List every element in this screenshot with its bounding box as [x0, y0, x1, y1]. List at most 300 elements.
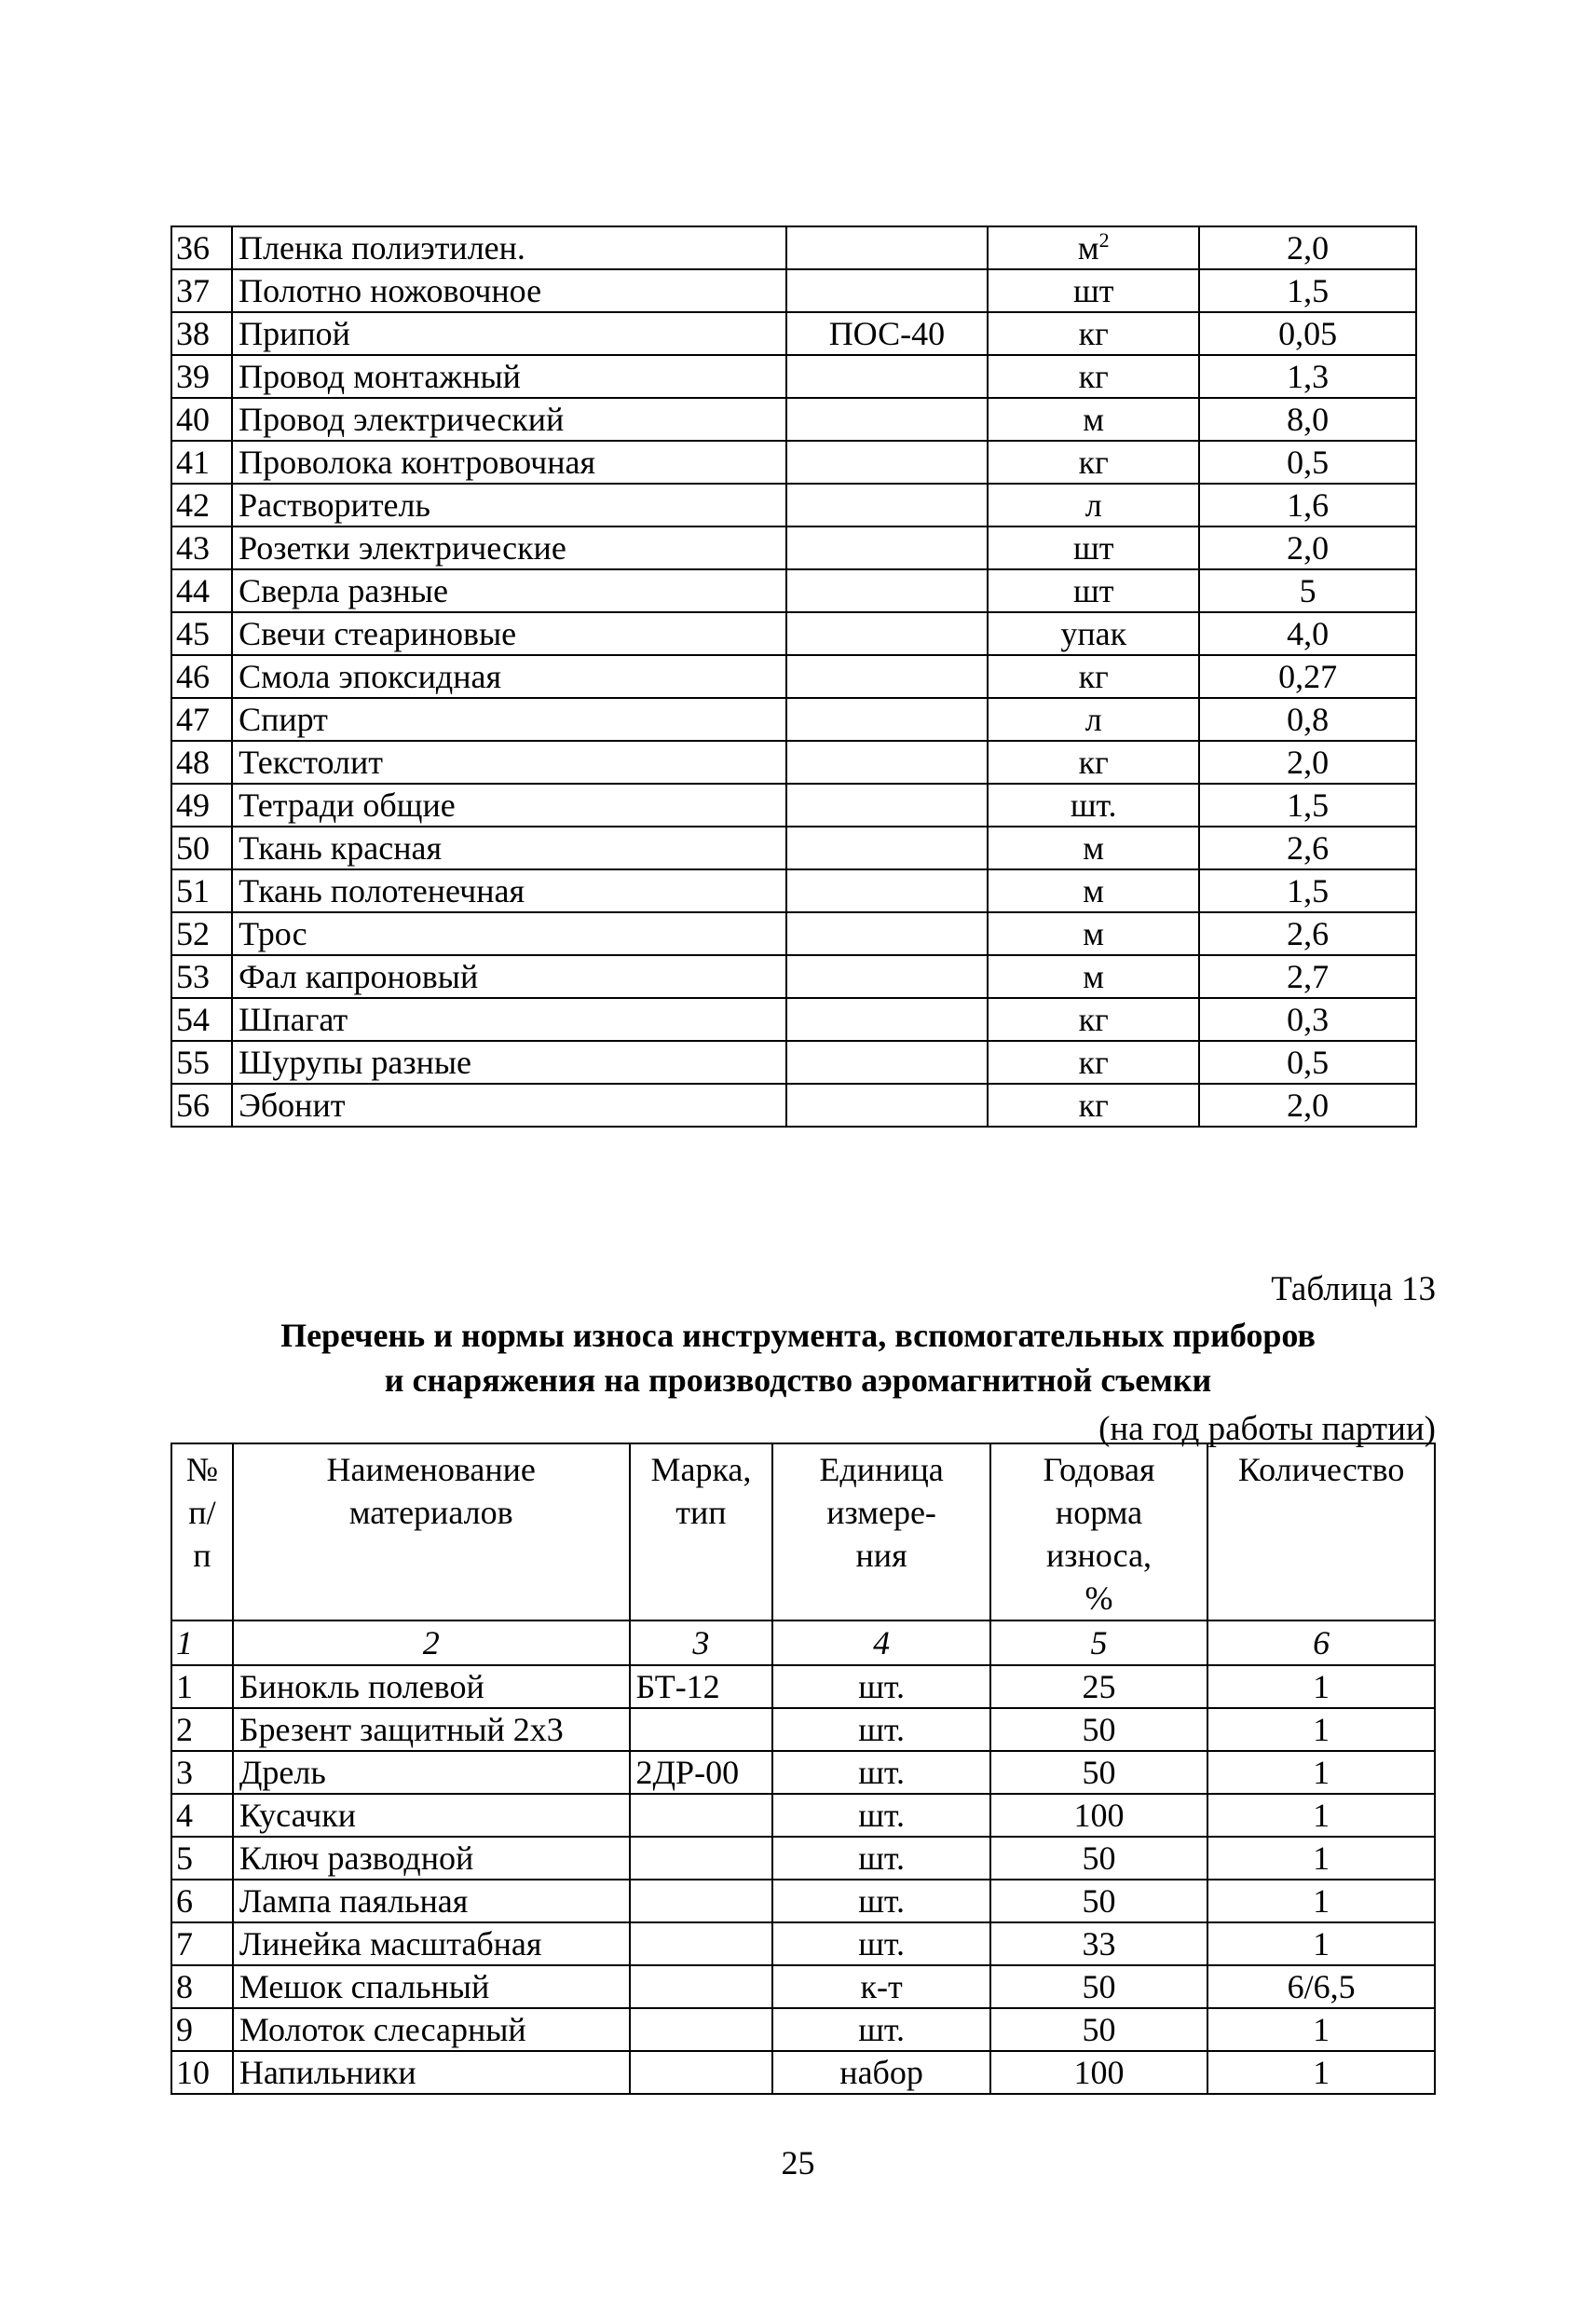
material-name-text: Свечи стеариновые — [239, 615, 517, 652]
material-unit-text: шт — [1072, 572, 1114, 609]
material-unit — [988, 312, 1199, 355]
page-number: 25 — [781, 2144, 815, 2181]
tool-unit: шт. — [772, 1708, 990, 1751]
header-num — [171, 1443, 233, 1620]
row-number: 5 — [171, 1837, 233, 1880]
material-quantity-text: 1,5 — [1287, 272, 1330, 309]
tool-unit: к-т — [772, 1965, 990, 2008]
material-unit — [988, 226, 1199, 269]
material-name — [232, 569, 786, 612]
material-unit-text: кг — [1078, 744, 1109, 781]
material-unit — [988, 827, 1199, 869]
material-quantity-text: 0,5 — [1287, 444, 1330, 481]
material-quantity — [1199, 655, 1416, 698]
material-name-text: Фал капроновый — [239, 958, 479, 995]
material-name-text: Пленка полиэтилен. — [239, 229, 525, 267]
tool-name: Напильники — [233, 2051, 630, 2094]
tool-unit: шт. — [772, 2008, 990, 2051]
material-unit-text: м — [1083, 401, 1105, 438]
table-row — [171, 784, 1416, 827]
material-quantity — [1199, 998, 1416, 1041]
row-number — [171, 741, 232, 784]
tool-quantity: 1 — [1207, 1708, 1435, 1751]
material-mark — [786, 269, 988, 312]
material-unit-text: м — [1077, 229, 1099, 267]
tool-mark — [630, 2051, 773, 2094]
material-quantity-text: 0,05 — [1278, 315, 1338, 352]
material-quantity-text: 5 — [1299, 572, 1316, 609]
material-quantity — [1199, 484, 1416, 526]
material-unit — [988, 612, 1199, 655]
material-name-text: Спирт — [239, 701, 328, 738]
header-unit — [772, 1443, 990, 1620]
header-row — [171, 1443, 1435, 1620]
table-title-line-1: Перечень и нормы износа инструмента, вспомогательных приборов — [280, 1317, 1316, 1354]
tool-wear-norm: 25 — [990, 1665, 1207, 1708]
row-number-text: 42 — [176, 486, 210, 524]
tool-wear-norm: 50 — [990, 1708, 1207, 1751]
material-unit — [988, 698, 1199, 741]
material-name-text: Растворитель — [239, 486, 430, 524]
materials-table-continued — [171, 226, 1417, 1128]
table-row — [171, 1965, 1435, 2008]
row-number — [171, 226, 232, 269]
material-unit-text: м — [1083, 829, 1105, 867]
material-mark — [786, 484, 988, 526]
material-unit-text: м — [1083, 915, 1105, 952]
material-mark — [786, 1041, 988, 1084]
tool-name: Бинокль полевой — [233, 1665, 630, 1708]
table-row — [171, 569, 1416, 612]
material-name — [232, 698, 786, 741]
tool-quantity: 1 — [1207, 1665, 1435, 1708]
row-number — [171, 398, 232, 441]
table-row — [171, 2008, 1435, 2051]
material-unit-text: шт. — [1070, 786, 1117, 824]
material-name — [232, 398, 786, 441]
material-unit — [988, 355, 1199, 398]
material-mark — [786, 912, 988, 955]
material-unit — [988, 655, 1199, 698]
material-unit — [988, 484, 1199, 526]
material-mark — [786, 226, 988, 269]
material-name-text: Провод монтажный — [239, 358, 521, 395]
material-unit-text: шт — [1072, 529, 1114, 567]
table-row — [171, 526, 1416, 569]
row-number: 3 — [171, 1751, 233, 1794]
row-number — [171, 484, 232, 526]
tool-name: Мешок спальный — [233, 1965, 630, 2008]
material-quantity-text: 4,0 — [1287, 615, 1330, 652]
material-name-text: Шурупы разные — [239, 1044, 472, 1081]
header-name-line: материалов — [348, 1494, 513, 1531]
material-name — [232, 612, 786, 655]
row-number-text: 43 — [176, 529, 210, 567]
material-unit — [988, 1084, 1199, 1127]
material-name — [232, 955, 786, 998]
row-number-text: 44 — [176, 572, 210, 609]
row-number-text: 54 — [176, 1001, 210, 1038]
material-mark — [786, 698, 988, 741]
row-number-text: 52 — [176, 915, 210, 952]
material-quantity-text: 0,27 — [1278, 658, 1338, 695]
header-norm-line: % — [1084, 1579, 1113, 1617]
row-number — [171, 355, 232, 398]
material-mark — [786, 1084, 988, 1127]
material-unit-text: м — [1083, 872, 1105, 909]
material-name-text: Припой — [239, 315, 350, 352]
material-quantity — [1199, 612, 1416, 655]
row-number — [171, 526, 232, 569]
material-unit — [988, 869, 1199, 912]
column-number: 5 — [990, 1620, 1207, 1665]
material-name-text: Смола эпоксидная — [239, 658, 502, 695]
table-row — [171, 1084, 1416, 1127]
material-name — [232, 1084, 786, 1127]
tool-mark: 2ДР-00 — [630, 1751, 773, 1794]
row-number — [171, 655, 232, 698]
header-norm — [990, 1443, 1207, 1620]
tool-quantity: 1 — [1207, 1922, 1435, 1965]
column-number: 6 — [1207, 1620, 1435, 1665]
header-num-line: п/ — [188, 1494, 216, 1531]
header-norm-line: норма — [1055, 1494, 1143, 1531]
material-quantity — [1199, 312, 1416, 355]
material-unit — [988, 998, 1199, 1041]
material-quantity — [1199, 1041, 1416, 1084]
material-unit-text: упак — [1060, 615, 1127, 652]
tool-wear-norm: 50 — [990, 1837, 1207, 1880]
tool-mark — [630, 1965, 773, 2008]
material-name-text: Ткань полотенечная — [239, 872, 525, 909]
table-row — [171, 912, 1416, 955]
material-mark — [786, 569, 988, 612]
material-unit-text: кг — [1078, 1001, 1109, 1038]
tool-mark: БТ-12 — [630, 1665, 773, 1708]
table-row — [171, 484, 1416, 526]
row-number — [171, 612, 232, 655]
material-name — [232, 484, 786, 526]
material-quantity — [1199, 398, 1416, 441]
tool-mark — [630, 1794, 773, 1837]
column-number: 1 — [171, 1620, 233, 1665]
row-number — [171, 955, 232, 998]
table-row — [171, 1665, 1435, 1708]
row-number — [171, 784, 232, 827]
header-num-line: п — [193, 1537, 211, 1574]
material-unit-text: кг — [1078, 358, 1109, 395]
material-unit-text: кг — [1078, 1044, 1109, 1081]
material-quantity — [1199, 355, 1416, 398]
row-number-text: 37 — [176, 272, 210, 309]
table-row — [171, 2051, 1435, 2094]
table-row — [171, 1794, 1435, 1837]
tool-wear-norm: 50 — [990, 1965, 1207, 2008]
tools-wear-table — [171, 1443, 1436, 2095]
tool-name: Дрель — [233, 1751, 630, 1794]
tool-quantity: 1 — [1207, 1880, 1435, 1922]
table-label: Таблица 13 — [1271, 1270, 1436, 1308]
material-unit — [988, 1041, 1199, 1084]
material-quantity-text: 2,0 — [1287, 529, 1330, 567]
material-name — [232, 269, 786, 312]
header-num-line: № — [185, 1451, 219, 1488]
row-number-text: 40 — [176, 401, 210, 438]
tool-name: Ключ разводной — [233, 1837, 630, 1880]
tool-unit: шт. — [772, 1751, 990, 1794]
tool-quantity: 6/6,5 — [1207, 1965, 1435, 2008]
tool-unit: шт. — [772, 1794, 990, 1837]
tools-wear-table-body — [171, 1443, 1435, 2094]
row-number-text: 53 — [176, 958, 210, 995]
header-mark — [630, 1443, 773, 1620]
materials-table-body — [171, 226, 1416, 1127]
material-unit — [988, 784, 1199, 827]
table-row — [171, 1880, 1435, 1922]
row-number: 8 — [171, 1965, 233, 2008]
table-row — [171, 226, 1416, 269]
material-quantity — [1199, 912, 1416, 955]
row-number-text: 51 — [176, 872, 210, 909]
material-name-text: Текстолит — [239, 744, 384, 781]
material-name — [232, 441, 786, 484]
row-number — [171, 441, 232, 484]
material-quantity-text: 2,6 — [1287, 915, 1330, 952]
material-name — [232, 526, 786, 569]
row-number-text: 55 — [176, 1044, 210, 1081]
material-name — [232, 1041, 786, 1084]
material-quantity — [1199, 827, 1416, 869]
material-name — [232, 869, 786, 912]
tool-quantity: 1 — [1207, 2008, 1435, 2051]
tool-unit: шт. — [772, 1922, 990, 1965]
material-unit — [988, 398, 1199, 441]
material-mark — [786, 441, 988, 484]
table-row — [171, 312, 1416, 355]
material-quantity — [1199, 784, 1416, 827]
material-unit — [988, 912, 1199, 955]
table-row — [171, 869, 1416, 912]
material-name-text: Ткань красная — [239, 829, 443, 867]
tool-quantity: 1 — [1207, 1794, 1435, 1837]
tool-mark — [630, 1922, 773, 1965]
material-quantity — [1199, 741, 1416, 784]
material-mark — [786, 955, 988, 998]
tool-quantity: 1 — [1207, 1751, 1435, 1794]
material-quantity-text: 2,0 — [1287, 1087, 1330, 1124]
material-mark-text: ПОС-40 — [828, 315, 946, 352]
header-qty-line: Количество — [1237, 1451, 1405, 1488]
material-mark — [786, 526, 988, 569]
tool-quantity: 1 — [1207, 1837, 1435, 1880]
table-row — [171, 655, 1416, 698]
row-number — [171, 269, 232, 312]
header-mark-line: Марка, — [650, 1451, 752, 1488]
material-name-text: Проволока контровочная — [239, 444, 596, 481]
header-unit-line: ния — [855, 1537, 907, 1574]
material-mark — [786, 827, 988, 869]
material-quantity-text: 2,6 — [1287, 829, 1330, 867]
unit-superscript: 2 — [1098, 228, 1110, 252]
material-name — [232, 741, 786, 784]
material-quantity-text: 2,7 — [1287, 958, 1330, 995]
table-row — [171, 1837, 1435, 1880]
header-unit-line: Единица — [819, 1451, 944, 1488]
material-name — [232, 998, 786, 1041]
row-number: 9 — [171, 2008, 233, 2051]
material-unit — [988, 955, 1199, 998]
tool-unit: набор — [772, 2051, 990, 2094]
row-number: 10 — [171, 2051, 233, 2094]
tool-mark — [630, 1837, 773, 1880]
material-unit-text: кг — [1078, 315, 1109, 352]
table-row — [171, 955, 1416, 998]
table-row — [171, 355, 1416, 398]
material-mark — [786, 398, 988, 441]
tool-mark — [630, 1708, 773, 1751]
material-name-text: Тетради общие — [239, 786, 456, 824]
row-number — [171, 869, 232, 912]
tool-name: Лампа паяльная — [233, 1880, 630, 1922]
material-name — [232, 355, 786, 398]
row-number-text: 38 — [176, 315, 210, 352]
tool-wear-norm: 33 — [990, 1922, 1207, 1965]
material-name — [232, 312, 786, 355]
material-quantity-text: 0,8 — [1287, 701, 1330, 738]
material-quantity-text: 2,0 — [1287, 744, 1330, 781]
table-row — [171, 441, 1416, 484]
material-unit-text: шт — [1072, 272, 1114, 309]
material-mark — [786, 741, 988, 784]
tool-name: Брезент защитный 2х3 — [233, 1708, 630, 1751]
table-row — [171, 269, 1416, 312]
tool-name: Линейка масштабная — [233, 1922, 630, 1965]
row-number-text: 46 — [176, 658, 210, 695]
material-unit-text: м — [1083, 958, 1105, 995]
material-quantity-text: 1,5 — [1287, 786, 1330, 824]
material-quantity-text: 8,0 — [1287, 401, 1330, 438]
material-name-text: Трос — [239, 915, 307, 952]
row-number-text: 49 — [176, 786, 210, 824]
material-mark — [786, 612, 988, 655]
material-unit — [988, 741, 1199, 784]
tool-unit: шт. — [772, 1665, 990, 1708]
tool-wear-norm: 50 — [990, 1880, 1207, 1922]
material-name-text: Полотно ножовочное — [239, 272, 542, 309]
table-row — [171, 741, 1416, 784]
table-title-line-2: и снаряжения на производство аэромагнитной съемки — [384, 1361, 1212, 1399]
table-period-note: (на год работы партии) — [1098, 1410, 1436, 1448]
row-number-text: 39 — [176, 358, 210, 395]
tool-wear-norm: 100 — [990, 2051, 1207, 2094]
material-name — [232, 784, 786, 827]
material-quantity-text: 2,0 — [1287, 229, 1330, 267]
table-row — [171, 1751, 1435, 1794]
row-number: 7 — [171, 1922, 233, 1965]
material-quantity — [1199, 526, 1416, 569]
tool-wear-norm: 100 — [990, 1794, 1207, 1837]
material-quantity — [1199, 226, 1416, 269]
row-number-text: 50 — [176, 829, 210, 867]
material-unit-text: л — [1084, 486, 1102, 524]
material-quantity — [1199, 269, 1416, 312]
row-number — [171, 569, 232, 612]
material-quantity-text: 1,5 — [1287, 872, 1330, 909]
column-number-row — [171, 1620, 1435, 1665]
row-number — [171, 1041, 232, 1084]
row-number: 2 — [171, 1708, 233, 1751]
material-unit — [988, 569, 1199, 612]
row-number-text: 45 — [176, 615, 210, 652]
material-name — [232, 655, 786, 698]
tool-unit: шт. — [772, 1837, 990, 1880]
row-number: 4 — [171, 1794, 233, 1837]
material-mark — [786, 784, 988, 827]
tool-name: Кусачки — [233, 1794, 630, 1837]
material-quantity — [1199, 569, 1416, 612]
material-name-text: Шпагат — [239, 1001, 348, 1038]
table-row — [171, 827, 1416, 869]
material-name-text: Розетки электрические — [239, 529, 566, 567]
material-quantity — [1199, 869, 1416, 912]
row-number — [171, 1084, 232, 1127]
row-number-text: 48 — [176, 744, 210, 781]
row-number-text: 36 — [176, 229, 210, 267]
material-unit — [988, 269, 1199, 312]
row-number — [171, 698, 232, 741]
row-number: 6 — [171, 1880, 233, 1922]
header-norm-line: износа, — [1046, 1537, 1153, 1574]
material-quantity — [1199, 1084, 1416, 1127]
material-quantity-text: 0,3 — [1287, 1001, 1330, 1038]
table-row — [171, 612, 1416, 655]
table-row — [171, 1922, 1435, 1965]
material-name-text: Провод электрический — [239, 401, 565, 438]
table-row — [171, 1708, 1435, 1751]
column-number: 3 — [630, 1620, 773, 1665]
material-unit — [988, 441, 1199, 484]
material-mark — [786, 869, 988, 912]
material-name — [232, 912, 786, 955]
tool-wear-norm: 50 — [990, 1751, 1207, 1794]
material-mark — [786, 655, 988, 698]
material-unit-text: л — [1084, 701, 1102, 738]
material-name-text: Сверла разные — [239, 572, 448, 609]
row-number — [171, 998, 232, 1041]
column-number: 4 — [772, 1620, 990, 1665]
tool-name: Молоток слесарный — [233, 2008, 630, 2051]
header-name — [233, 1443, 630, 1620]
header-name-line: Наименование — [326, 1451, 536, 1488]
header-norm-line: Годовая — [1043, 1451, 1155, 1488]
tool-mark — [630, 1880, 773, 1922]
material-quantity — [1199, 441, 1416, 484]
row-number — [171, 827, 232, 869]
material-mark — [786, 998, 988, 1041]
tool-wear-norm: 50 — [990, 2008, 1207, 2051]
material-name-text: Эбонит — [239, 1087, 346, 1124]
material-quantity-text: 0,5 — [1287, 1044, 1330, 1081]
header-mark-line: тип — [675, 1494, 727, 1531]
material-quantity-text: 1,3 — [1287, 358, 1330, 395]
table-row — [171, 398, 1416, 441]
row-number — [171, 312, 232, 355]
material-mark — [786, 355, 988, 398]
table-row — [171, 1041, 1416, 1084]
material-name — [232, 827, 786, 869]
material-name — [232, 226, 786, 269]
row-number-text: 47 — [176, 701, 210, 738]
